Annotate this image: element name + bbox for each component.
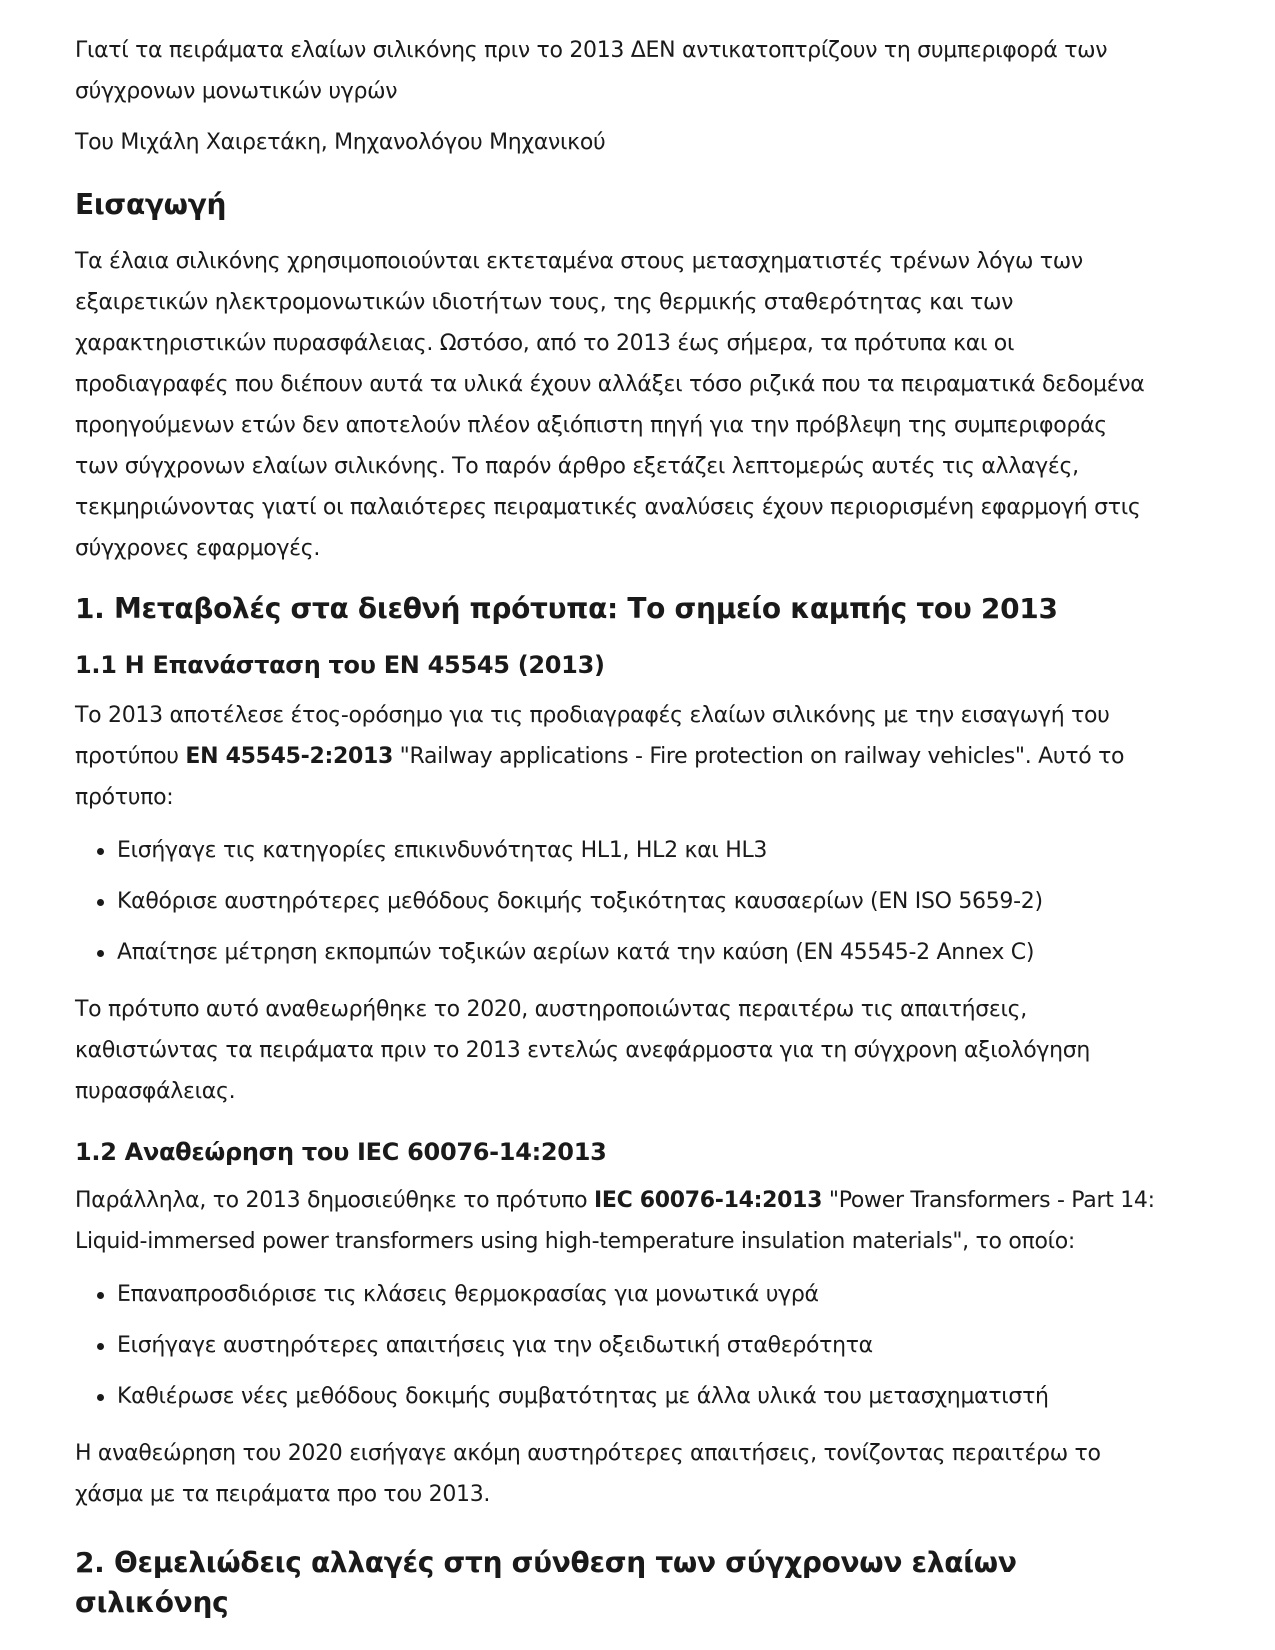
subsection-1-1-closing-paragraph: Το πρότυπο αυτό αναθεωρήθηκε το 2020, αυστηροποιώντας περαιτέρω τις απαιτήσεις, καθιστώντας τα πειράματα πριν το 2013 εντελώς ανεφάρμοστα για τη σύγχρονη αξιολόγηση πυρασφάλειας.: [75, 997, 1091, 1104]
subsection-1-2-heading: 1.2 Αναθεώρηση του IEC 60076-14:2013: [75, 1138, 607, 1166]
standard-name: IEC 60076-14:2013: [593, 1188, 823, 1213]
bullet-list: [75, 836, 1155, 968]
list-item: Εισήγαγε αυστηρότερες απαιτήσεις για την οξειδωτική σταθερότητα: [117, 1331, 1155, 1361]
text-run: "Railway applications - Fire protection on railway vehicles". Αυτό το πρότυπο:: [75, 744, 1125, 810]
subsection-1-2-closing-paragraph: Η αναθεώρηση του 2020 εισήγαγε ακόμη αυστηρότερες απαιτήσεις, τονίζοντας περαιτέρω το χάσμα με τα πειράματα προ του 2013.: [75, 1441, 1101, 1507]
subsection-1-2-paragraph: [75, 1180, 1155, 1262]
intro-heading: Εισαγωγή: [75, 188, 227, 221]
bullet-list: [75, 1280, 1155, 1412]
subsection-1-1-paragraph: [75, 695, 1155, 818]
text-run: Παράλληλα, το 2013 δημοσιεύθηκε το πρότυπο: [75, 1188, 594, 1213]
list-item: Καθιέρωσε νέες μεθόδους δοκιμής συμβατότητας με άλλα υλικά του μετασχηματιστή: [117, 1382, 1155, 1412]
list-item: Απαίτησε μέτρηση εκπομπών τοξικών αερίων κατά την καύση (EN 45545-2 Annex C): [117, 938, 1155, 968]
subsection-1-1-heading: 1.1 Η Επανάσταση του EN 45545 (2013): [75, 651, 605, 679]
list-item: Καθόρισε αυστηρότερες μεθόδους δοκιμής τοξικότητας καυσαερίων (EN ISO 5659-2): [117, 887, 1155, 917]
intro-paragraph: Τα έλαια σιλικόνης χρησιμοποιούνται εκτεταμένα στους μετασχηματιστές τρένων λόγω των εξαιρετικών ηλεκτρομονωτικών ιδιοτήτων τους, της θερμικής σταθερότητας και των χαρακτηριστικών πυρασφάλειας. Ωστόσο, από το 2013 έως σήμερα, τα πρότυπα και οι προδιαγραφές που διέπουν αυτά τα υλικά έχουν αλλάξει τόσο ριζικά που τα πειραματικά δεδομένα προηγούμενων ετών δεν αποτελούν πλέον αξιόπιστη πηγή για την πρόβλεψη της συμπεριφοράς των σύγχρονων ελαίων σιλικόνης. Το παρόν άρθρο εξετάζει λεπτομερώς αυτές τις αλλαγές, τεκμηριώνοντας γιατί οι παλαιότερες πειραματικές αναλύσεις έχουν περιορισμένη εφαρμογή στις σύγχρονες εφαρμογές.: [75, 249, 1145, 561]
list-item: Επαναπροσδιόρισε τις κλάσεις θερμοκρασίας για μονωτικά υγρά: [117, 1280, 1155, 1310]
article-title: Γιατί τα πειράματα ελαίων σιλικόνης πριν το 2013 ΔΕΝ αντικατοπτρίζουν τη συμπεριφορά των σύγχρονων μονωτικών υγρών: [75, 38, 1108, 104]
article-author: Του Μιχάλη Χαιρετάκη, Μηχανολόγου Μηχανικού: [75, 130, 606, 155]
list-item: Εισήγαγε τις κατηγορίες επικινδυνότητας HL1, HL2 και HL3: [117, 836, 1155, 866]
text-run: "Power Transformers - Part 14: Liquid-immersed power transformers using high-temperature insulation materials", το οποίο:: [75, 1188, 1155, 1254]
standard-name: EN 45545-2:2013: [185, 744, 393, 769]
text-run: Το 2013 αποτέλεσε έτος-ορόσημο για τις προδιαγραφές ελαίων σιλικόνης με την εισαγωγή του προτύπου: [75, 703, 1110, 769]
section1-heading: 1. Μεταβολές στα διεθνή πρότυπα: Το σημείο καμπής του 2013: [75, 592, 1058, 625]
section2-heading: 2. Θεμελιώδεις αλλαγές στη σύνθεση των σύγχρονων ελαίων σιλικόνης: [75, 1546, 1017, 1619]
